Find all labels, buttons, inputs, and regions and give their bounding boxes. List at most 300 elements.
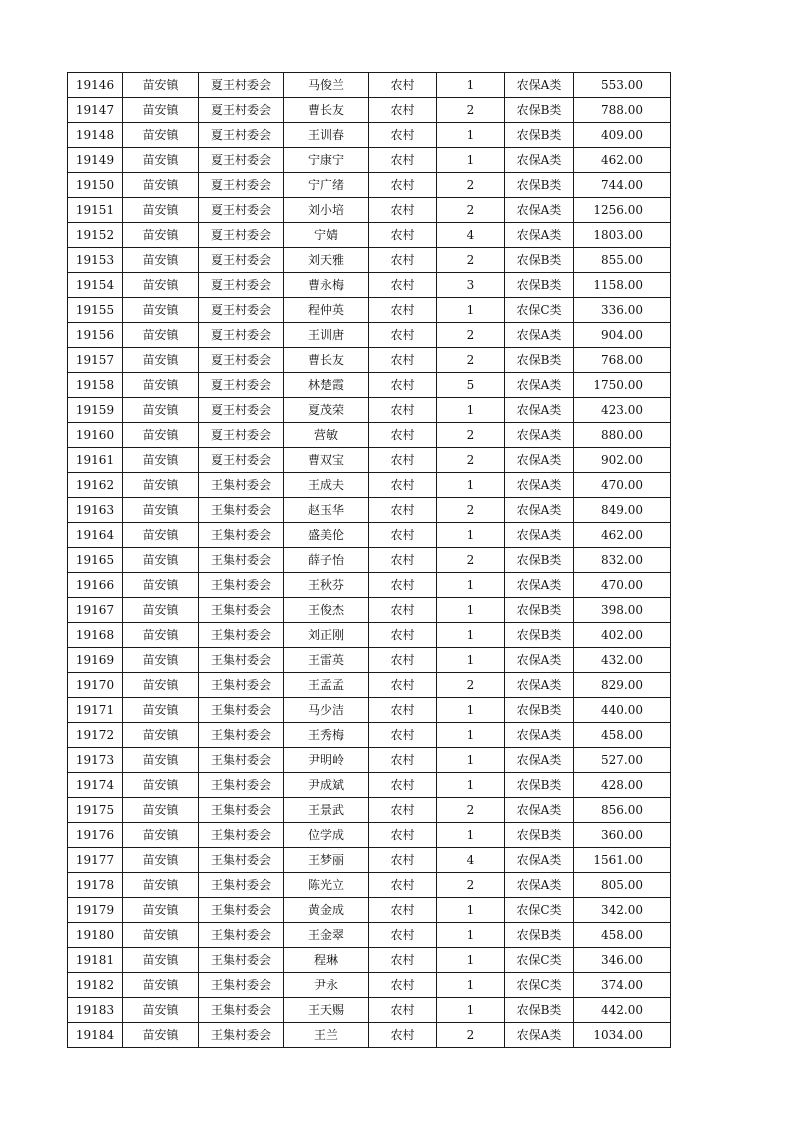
- row-id-cell: 19161: [68, 448, 123, 473]
- document-table-container: [67, 72, 671, 1048]
- household-count-cell: 1: [437, 973, 505, 998]
- amount-cell: 458.00: [574, 923, 671, 948]
- area-type-cell: 农村: [369, 748, 437, 773]
- table-row: [68, 348, 671, 373]
- village-cell: 王集村委会: [199, 1023, 284, 1048]
- category-cell: 农保A类: [505, 573, 574, 598]
- table-body: [68, 73, 671, 1048]
- amount-cell: 829.00: [574, 673, 671, 698]
- name-cell: 王雷英: [284, 648, 369, 673]
- village-cell: 夏王村委会: [199, 348, 284, 373]
- table-row: [68, 448, 671, 473]
- row-id-cell: 19177: [68, 848, 123, 873]
- amount-cell: 462.00: [574, 523, 671, 548]
- area-type-cell: 农村: [369, 273, 437, 298]
- table-row: [68, 198, 671, 223]
- category-cell: 农保A类: [505, 373, 574, 398]
- town-cell: 苗安镇: [123, 748, 199, 773]
- area-type-cell: 农村: [369, 98, 437, 123]
- area-type-cell: 农村: [369, 473, 437, 498]
- area-type-cell: 农村: [369, 723, 437, 748]
- row-id-cell: 19150: [68, 173, 123, 198]
- name-cell: 宁广绪: [284, 173, 369, 198]
- name-cell: 黄金成: [284, 898, 369, 923]
- amount-cell: 1750.00: [574, 373, 671, 398]
- table-row: [68, 598, 671, 623]
- town-cell: 苗安镇: [123, 548, 199, 573]
- amount-cell: 1803.00: [574, 223, 671, 248]
- village-cell: 王集村委会: [199, 598, 284, 623]
- name-cell: 曹长友: [284, 348, 369, 373]
- village-cell: 夏王村委会: [199, 373, 284, 398]
- area-type-cell: 农村: [369, 323, 437, 348]
- category-cell: 农保A类: [505, 73, 574, 98]
- row-id-cell: 19172: [68, 723, 123, 748]
- household-count-cell: 2: [437, 548, 505, 573]
- household-count-cell: 2: [437, 498, 505, 523]
- amount-cell: 346.00: [574, 948, 671, 973]
- name-cell: 程仲英: [284, 298, 369, 323]
- table-row: [68, 798, 671, 823]
- amount-cell: 1561.00: [574, 848, 671, 873]
- household-count-cell: 2: [437, 323, 505, 348]
- name-cell: 王训唐: [284, 323, 369, 348]
- area-type-cell: 农村: [369, 448, 437, 473]
- category-cell: 农保B类: [505, 548, 574, 573]
- area-type-cell: 农村: [369, 248, 437, 273]
- town-cell: 苗安镇: [123, 323, 199, 348]
- amount-cell: 744.00: [574, 173, 671, 198]
- village-cell: 王集村委会: [199, 548, 284, 573]
- amount-cell: 880.00: [574, 423, 671, 448]
- row-id-cell: 19157: [68, 348, 123, 373]
- category-cell: 农保B类: [505, 248, 574, 273]
- row-id-cell: 19183: [68, 998, 123, 1023]
- amount-cell: 856.00: [574, 798, 671, 823]
- category-cell: 农保B类: [505, 173, 574, 198]
- town-cell: 苗安镇: [123, 523, 199, 548]
- area-type-cell: 农村: [369, 173, 437, 198]
- village-cell: 王集村委会: [199, 948, 284, 973]
- area-type-cell: 农村: [369, 873, 437, 898]
- row-id-cell: 19174: [68, 773, 123, 798]
- row-id-cell: 19153: [68, 248, 123, 273]
- area-type-cell: 农村: [369, 698, 437, 723]
- village-cell: 王集村委会: [199, 773, 284, 798]
- amount-cell: 470.00: [574, 473, 671, 498]
- household-count-cell: 1: [437, 298, 505, 323]
- area-type-cell: 农村: [369, 598, 437, 623]
- household-count-cell: 2: [437, 1023, 505, 1048]
- amount-cell: 553.00: [574, 73, 671, 98]
- name-cell: 王梦丽: [284, 848, 369, 873]
- table-row: [68, 373, 671, 398]
- household-count-cell: 1: [437, 923, 505, 948]
- row-id-cell: 19159: [68, 398, 123, 423]
- amount-cell: 440.00: [574, 698, 671, 723]
- name-cell: 宁婧: [284, 223, 369, 248]
- category-cell: 农保A类: [505, 673, 574, 698]
- town-cell: 苗安镇: [123, 123, 199, 148]
- household-count-cell: 1: [437, 123, 505, 148]
- area-type-cell: 农村: [369, 623, 437, 648]
- village-cell: 王集村委会: [199, 998, 284, 1023]
- name-cell: 宁康宁: [284, 148, 369, 173]
- category-cell: 农保B类: [505, 348, 574, 373]
- amount-cell: 342.00: [574, 898, 671, 923]
- village-cell: 王集村委会: [199, 498, 284, 523]
- village-cell: 夏王村委会: [199, 148, 284, 173]
- name-cell: 陈光立: [284, 873, 369, 898]
- town-cell: 苗安镇: [123, 1023, 199, 1048]
- area-type-cell: 农村: [369, 423, 437, 448]
- town-cell: 苗安镇: [123, 398, 199, 423]
- table-row: [68, 948, 671, 973]
- name-cell: 薛子怡: [284, 548, 369, 573]
- household-count-cell: 1: [437, 723, 505, 748]
- category-cell: 农保A类: [505, 523, 574, 548]
- town-cell: 苗安镇: [123, 998, 199, 1023]
- category-cell: 农保A类: [505, 398, 574, 423]
- village-cell: 夏王村委会: [199, 398, 284, 423]
- category-cell: 农保B类: [505, 98, 574, 123]
- area-type-cell: 农村: [369, 773, 437, 798]
- town-cell: 苗安镇: [123, 873, 199, 898]
- name-cell: 王训春: [284, 123, 369, 148]
- town-cell: 苗安镇: [123, 223, 199, 248]
- town-cell: 苗安镇: [123, 348, 199, 373]
- row-id-cell: 19164: [68, 523, 123, 548]
- table-row: [68, 723, 671, 748]
- village-cell: 夏王村委会: [199, 448, 284, 473]
- village-cell: 王集村委会: [199, 973, 284, 998]
- household-count-cell: 4: [437, 848, 505, 873]
- table-row: [68, 548, 671, 573]
- category-cell: 农保A类: [505, 223, 574, 248]
- row-id-cell: 19154: [68, 273, 123, 298]
- category-cell: 农保A类: [505, 423, 574, 448]
- village-cell: 王集村委会: [199, 898, 284, 923]
- category-cell: 农保B类: [505, 823, 574, 848]
- amount-cell: 805.00: [574, 873, 671, 898]
- household-count-cell: 2: [437, 873, 505, 898]
- row-id-cell: 19176: [68, 823, 123, 848]
- household-count-cell: 5: [437, 373, 505, 398]
- area-type-cell: 农村: [369, 198, 437, 223]
- table-row: [68, 748, 671, 773]
- area-type-cell: 农村: [369, 573, 437, 598]
- town-cell: 苗安镇: [123, 498, 199, 523]
- name-cell: 营敏: [284, 423, 369, 448]
- village-cell: 王集村委会: [199, 673, 284, 698]
- household-count-cell: 1: [437, 748, 505, 773]
- row-id-cell: 19162: [68, 473, 123, 498]
- town-cell: 苗安镇: [123, 473, 199, 498]
- area-type-cell: 农村: [369, 673, 437, 698]
- household-count-cell: 1: [437, 698, 505, 723]
- amount-cell: 398.00: [574, 598, 671, 623]
- village-cell: 夏王村委会: [199, 198, 284, 223]
- category-cell: 农保A类: [505, 848, 574, 873]
- table-row: [68, 148, 671, 173]
- town-cell: 苗安镇: [123, 573, 199, 598]
- name-cell: 曹长友: [284, 98, 369, 123]
- category-cell: 农保B类: [505, 773, 574, 798]
- category-cell: 农保A类: [505, 748, 574, 773]
- town-cell: 苗安镇: [123, 898, 199, 923]
- row-id-cell: 19171: [68, 698, 123, 723]
- area-type-cell: 农村: [369, 523, 437, 548]
- village-cell: 王集村委会: [199, 623, 284, 648]
- village-cell: 夏王村委会: [199, 123, 284, 148]
- area-type-cell: 农村: [369, 498, 437, 523]
- table-row: [68, 498, 671, 523]
- household-count-cell: 1: [437, 948, 505, 973]
- town-cell: 苗安镇: [123, 598, 199, 623]
- name-cell: 王金翠: [284, 923, 369, 948]
- table-row: [68, 698, 671, 723]
- table-row: [68, 173, 671, 198]
- name-cell: 王孟孟: [284, 673, 369, 698]
- name-cell: 刘正刚: [284, 623, 369, 648]
- town-cell: 苗安镇: [123, 723, 199, 748]
- table-row: [68, 223, 671, 248]
- town-cell: 苗安镇: [123, 273, 199, 298]
- table-row: [68, 1023, 671, 1048]
- table-row: [68, 423, 671, 448]
- town-cell: 苗安镇: [123, 698, 199, 723]
- household-count-cell: 1: [437, 573, 505, 598]
- table-row: [68, 848, 671, 873]
- table-row: [68, 773, 671, 798]
- area-type-cell: 农村: [369, 298, 437, 323]
- row-id-cell: 19179: [68, 898, 123, 923]
- name-cell: 马少洁: [284, 698, 369, 723]
- town-cell: 苗安镇: [123, 848, 199, 873]
- town-cell: 苗安镇: [123, 648, 199, 673]
- table-row: [68, 73, 671, 98]
- town-cell: 苗安镇: [123, 423, 199, 448]
- town-cell: 苗安镇: [123, 198, 199, 223]
- name-cell: 王俊杰: [284, 598, 369, 623]
- amount-cell: 902.00: [574, 448, 671, 473]
- table-row: [68, 998, 671, 1023]
- area-type-cell: 农村: [369, 648, 437, 673]
- row-id-cell: 19167: [68, 598, 123, 623]
- amount-cell: 458.00: [574, 723, 671, 748]
- village-cell: 王集村委会: [199, 823, 284, 848]
- name-cell: 位学成: [284, 823, 369, 848]
- table-row: [68, 398, 671, 423]
- household-count-cell: 1: [437, 823, 505, 848]
- household-count-cell: 1: [437, 398, 505, 423]
- row-id-cell: 19166: [68, 573, 123, 598]
- area-type-cell: 农村: [369, 848, 437, 873]
- name-cell: 尹成斌: [284, 773, 369, 798]
- village-cell: 王集村委会: [199, 848, 284, 873]
- row-id-cell: 19158: [68, 373, 123, 398]
- table-row: [68, 123, 671, 148]
- name-cell: 王秀梅: [284, 723, 369, 748]
- row-id-cell: 19160: [68, 423, 123, 448]
- area-type-cell: 农村: [369, 398, 437, 423]
- village-cell: 王集村委会: [199, 473, 284, 498]
- village-cell: 夏王村委会: [199, 298, 284, 323]
- name-cell: 马俊兰: [284, 73, 369, 98]
- name-cell: 王景武: [284, 798, 369, 823]
- household-count-cell: 2: [437, 348, 505, 373]
- amount-cell: 832.00: [574, 548, 671, 573]
- village-cell: 王集村委会: [199, 573, 284, 598]
- town-cell: 苗安镇: [123, 248, 199, 273]
- amount-cell: 470.00: [574, 573, 671, 598]
- row-id-cell: 19155: [68, 298, 123, 323]
- amount-cell: 336.00: [574, 298, 671, 323]
- name-cell: 王兰: [284, 1023, 369, 1048]
- row-id-cell: 19165: [68, 548, 123, 573]
- name-cell: 王秋芬: [284, 573, 369, 598]
- table-row: [68, 98, 671, 123]
- name-cell: 曹双宝: [284, 448, 369, 473]
- table-row: [68, 473, 671, 498]
- village-cell: 夏王村委会: [199, 323, 284, 348]
- amount-cell: 1158.00: [574, 273, 671, 298]
- village-cell: 王集村委会: [199, 723, 284, 748]
- household-count-cell: 2: [437, 798, 505, 823]
- area-type-cell: 农村: [369, 823, 437, 848]
- table-row: [68, 298, 671, 323]
- row-id-cell: 19178: [68, 873, 123, 898]
- category-cell: 农保B类: [505, 923, 574, 948]
- town-cell: 苗安镇: [123, 673, 199, 698]
- household-count-cell: 1: [437, 598, 505, 623]
- household-count-cell: 2: [437, 173, 505, 198]
- table-row: [68, 648, 671, 673]
- household-count-cell: 1: [437, 898, 505, 923]
- table-row: [68, 898, 671, 923]
- town-cell: 苗安镇: [123, 623, 199, 648]
- table-row: [68, 523, 671, 548]
- row-id-cell: 19169: [68, 648, 123, 673]
- row-id-cell: 19168: [68, 623, 123, 648]
- town-cell: 苗安镇: [123, 773, 199, 798]
- village-cell: 夏王村委会: [199, 273, 284, 298]
- category-cell: 农保B类: [505, 623, 574, 648]
- area-type-cell: 农村: [369, 123, 437, 148]
- amount-cell: 360.00: [574, 823, 671, 848]
- household-count-cell: 1: [437, 998, 505, 1023]
- town-cell: 苗安镇: [123, 973, 199, 998]
- village-cell: 王集村委会: [199, 798, 284, 823]
- household-count-cell: 2: [437, 423, 505, 448]
- village-cell: 王集村委会: [199, 698, 284, 723]
- category-cell: 农保A类: [505, 498, 574, 523]
- household-count-cell: 1: [437, 473, 505, 498]
- household-count-cell: 1: [437, 73, 505, 98]
- area-type-cell: 农村: [369, 998, 437, 1023]
- name-cell: 曹永梅: [284, 273, 369, 298]
- table-row: [68, 323, 671, 348]
- category-cell: 农保A类: [505, 873, 574, 898]
- village-cell: 夏王村委会: [199, 98, 284, 123]
- row-id-cell: 19180: [68, 923, 123, 948]
- row-id-cell: 19147: [68, 98, 123, 123]
- category-cell: 农保A类: [505, 798, 574, 823]
- category-cell: 农保C类: [505, 298, 574, 323]
- category-cell: 农保A类: [505, 323, 574, 348]
- amount-cell: 428.00: [574, 773, 671, 798]
- row-id-cell: 19156: [68, 323, 123, 348]
- category-cell: 农保A类: [505, 648, 574, 673]
- amount-cell: 527.00: [574, 748, 671, 773]
- amount-cell: 462.00: [574, 148, 671, 173]
- household-count-cell: 2: [437, 98, 505, 123]
- town-cell: 苗安镇: [123, 798, 199, 823]
- town-cell: 苗安镇: [123, 448, 199, 473]
- category-cell: 农保C类: [505, 973, 574, 998]
- town-cell: 苗安镇: [123, 298, 199, 323]
- amount-cell: 402.00: [574, 623, 671, 648]
- table-row: [68, 673, 671, 698]
- area-type-cell: 农村: [369, 548, 437, 573]
- area-type-cell: 农村: [369, 348, 437, 373]
- village-cell: 夏王村委会: [199, 173, 284, 198]
- household-count-cell: 2: [437, 448, 505, 473]
- town-cell: 苗安镇: [123, 373, 199, 398]
- name-cell: 王天赐: [284, 998, 369, 1023]
- name-cell: 王成夫: [284, 473, 369, 498]
- village-cell: 王集村委会: [199, 748, 284, 773]
- area-type-cell: 农村: [369, 798, 437, 823]
- table-row: [68, 823, 671, 848]
- household-count-cell: 2: [437, 198, 505, 223]
- area-type-cell: 农村: [369, 223, 437, 248]
- town-cell: 苗安镇: [123, 948, 199, 973]
- row-id-cell: 19148: [68, 123, 123, 148]
- row-id-cell: 19182: [68, 973, 123, 998]
- table-row: [68, 973, 671, 998]
- table-row: [68, 873, 671, 898]
- row-id-cell: 19151: [68, 198, 123, 223]
- household-count-cell: 2: [437, 673, 505, 698]
- amount-cell: 788.00: [574, 98, 671, 123]
- household-count-cell: 2: [437, 248, 505, 273]
- category-cell: 农保A类: [505, 148, 574, 173]
- amount-cell: 1034.00: [574, 1023, 671, 1048]
- category-cell: 农保A类: [505, 1023, 574, 1048]
- name-cell: 刘天雅: [284, 248, 369, 273]
- household-count-cell: 1: [437, 773, 505, 798]
- category-cell: 农保B类: [505, 598, 574, 623]
- table-row: [68, 923, 671, 948]
- name-cell: 程琳: [284, 948, 369, 973]
- village-cell: 夏王村委会: [199, 248, 284, 273]
- table-row: [68, 273, 671, 298]
- row-id-cell: 19173: [68, 748, 123, 773]
- town-cell: 苗安镇: [123, 148, 199, 173]
- amount-cell: 423.00: [574, 398, 671, 423]
- name-cell: 尹永: [284, 973, 369, 998]
- amount-cell: 374.00: [574, 973, 671, 998]
- category-cell: 农保A类: [505, 723, 574, 748]
- benefit-table: [67, 72, 671, 1048]
- area-type-cell: 农村: [369, 898, 437, 923]
- village-cell: 王集村委会: [199, 648, 284, 673]
- area-type-cell: 农村: [369, 148, 437, 173]
- amount-cell: 849.00: [574, 498, 671, 523]
- area-type-cell: 农村: [369, 973, 437, 998]
- village-cell: 夏王村委会: [199, 223, 284, 248]
